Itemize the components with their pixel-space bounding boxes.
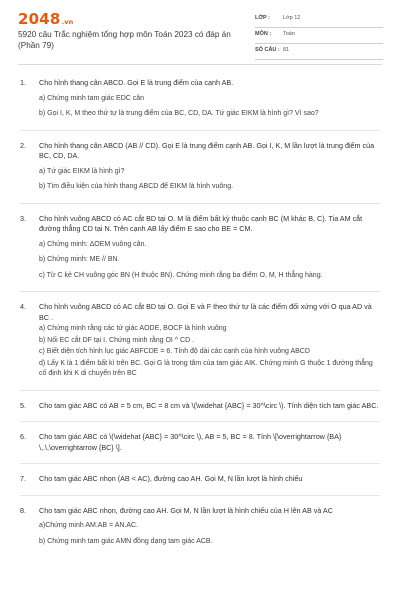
meta-label: LỚP : bbox=[255, 15, 270, 21]
question-number: 8. bbox=[20, 505, 26, 515]
question-divider bbox=[20, 421, 380, 422]
question-number: 3. bbox=[20, 213, 26, 223]
document-title: 5920 câu Trắc nghiệm tổng hợp môn Toán 2023 có đáp án (Phần 79) bbox=[18, 30, 231, 50]
question-part: a) Chứng minh rằng các tứ giác AODE, BOCF là hình vuông bbox=[39, 325, 227, 332]
question-divider bbox=[20, 291, 380, 292]
question-item bbox=[0, 214, 400, 282]
question-part: a)Chứng minh AM.AB = AN.AC. bbox=[39, 522, 139, 529]
question-list bbox=[0, 78, 400, 547]
question-divider bbox=[20, 130, 380, 131]
question-number: 5. bbox=[20, 400, 26, 410]
question-part: c) Từ C kẻ CH vuông góc BN (H thuộc BN). Chứng minh rằng ba điểm O, M, H thẳng hàng. bbox=[39, 271, 323, 279]
question-part: a) Chứng minh: ΔOEM vuông cân. bbox=[39, 240, 147, 248]
question-item bbox=[0, 401, 400, 412]
question-divider bbox=[20, 495, 380, 496]
question-number: 7. bbox=[20, 474, 26, 483]
question-text: Cho tam giác ABC có \(\widehat {ABC} = 30^\circ \), AB = 5, BC = 8. Tính \[\overrightarrow {BA} \,.\,\overrightarrow {BC} \]. bbox=[39, 432, 342, 452]
question-text: Cho hình thang cân ABCD. Gọi E là trung điểm của cạnh AB. bbox=[39, 78, 234, 87]
question-divider bbox=[20, 463, 380, 464]
question-part: a) Chứng minh tam giác EDC cân bbox=[39, 94, 145, 102]
question-item bbox=[0, 506, 400, 548]
question-part: b) Nối EC cắt DF tại I. Chứng minh rằng OI ^ CD . bbox=[39, 336, 195, 344]
header-divider bbox=[18, 64, 382, 65]
logo-suffix: .vn bbox=[61, 18, 74, 26]
meta-label: SỐ CÂU : bbox=[255, 47, 280, 53]
question-number: 1. bbox=[20, 78, 26, 87]
question-item bbox=[0, 141, 400, 193]
meta-panel bbox=[255, 14, 383, 62]
question-part: b) Gọi I, K, M theo thứ tự là trung điểm của BC, CD, DA. Tứ giác EIKM là hình gì? Vì sao? bbox=[39, 110, 319, 117]
meta-label: MÔN : bbox=[255, 31, 272, 37]
logo-text: 2048 bbox=[18, 10, 61, 28]
question-part: a) Tứ giác EIKM là hình gì? bbox=[39, 167, 125, 175]
meta-value: Toán bbox=[283, 31, 295, 37]
meta-row-subject bbox=[255, 30, 383, 44]
site-logo[interactable] bbox=[18, 10, 74, 28]
question-number: 4. bbox=[20, 302, 26, 311]
question-item bbox=[0, 474, 400, 485]
question-item bbox=[0, 432, 400, 453]
question-text: Cho tam giác ABC nhọn, đường cao AH. Gọi M, N lần lượt là hình chiếu của H lên AB và AC bbox=[39, 505, 333, 515]
question-part: b) Tìm điều kiện của hình thang ABCD để EIKM là hình vuông. bbox=[39, 183, 234, 190]
question-text: Cho hình vuông ABCD có AC cắt BD tại O. Gọi E và F theo thứ tự là các điểm đối xứng với O qua AD và BC . bbox=[39, 302, 372, 322]
question-divider bbox=[20, 203, 380, 204]
question-text: Cho hình vuông ABCD có AC cắt BD tại O. M là điểm bất kỳ thuộc cạnh BC (M khác B, C). Tia AM cắt đường thẳng CD tại N. Trên cạnh AB lấy điểm E sao cho BE = CM. bbox=[39, 213, 363, 233]
question-item bbox=[0, 78, 400, 120]
question-text: Cho tam giác ABC có AB = 5 cm, BC = 8 cm và \(\widehat {ABC} = 30^\circ \). Tính diện tích tam giác ABC. bbox=[39, 400, 379, 410]
meta-value: 81 bbox=[283, 47, 290, 53]
question-divider bbox=[20, 390, 380, 391]
question-item bbox=[0, 302, 400, 380]
question-part: d) Lấy K là 1 điểm bất kì trên BC. Gọi G là trọng tâm của tam giác AIK. Chứng minh G thuộc 1 đường thẳng cố định khi K di chuyển trên BC bbox=[39, 359, 373, 377]
question-part: b) Chứng minh tam giác AMN đồng dạng tam giác ACB. bbox=[39, 537, 213, 545]
question-number: 6. bbox=[20, 432, 26, 441]
meta-row-count bbox=[255, 46, 383, 60]
question-text: Cho hình thang cân ABCD (AB // CD). Gọi E là trung điểm cạnh AB. Gọi I, K, M lần lượt là trung điểm của BC, CD, DA. bbox=[39, 140, 375, 160]
question-part: b) Chứng minh: ME // BN. bbox=[39, 256, 120, 263]
meta-row-class bbox=[255, 14, 383, 28]
question-text: Cho tam giác ABC nhọn (AB < AC), đường cao AH. Gọi M, N lần lượt là hình chiếu bbox=[39, 474, 303, 483]
meta-value: Lớp 12 bbox=[283, 15, 301, 21]
question-part: c) Biết diện tích hình lục giác ABFCDE = 6. Tính độ dài các cạnh của hình vuông ABCD bbox=[39, 348, 310, 355]
question-number: 2. bbox=[20, 140, 26, 150]
